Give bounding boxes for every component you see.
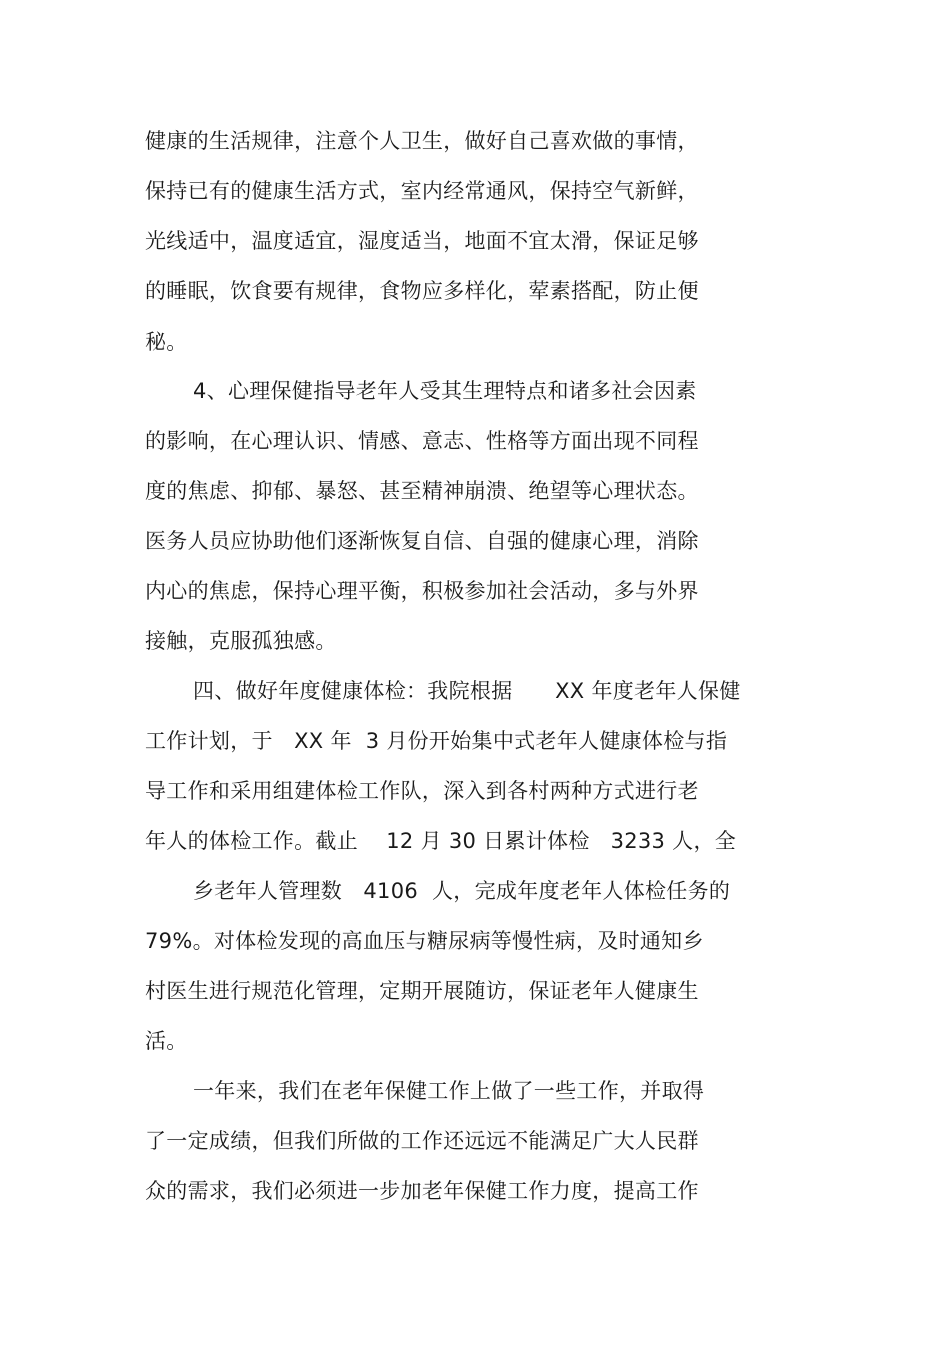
text-line: 工作计划，于 XX 年 3 月份开始集中式老年人健康体检与指 bbox=[145, 729, 728, 753]
paragraph-start-line: 一年来，我们在老年保健工作上做了一些工作，并取得 bbox=[193, 1079, 705, 1103]
text-line: 度的焦虑、抑郁、暴怒、甚至精神崩溃、绝望等心理状态。 bbox=[145, 479, 699, 503]
text-line: 导工作和采用组建体检工作队，深入到各村两种方式进行老 bbox=[145, 779, 699, 803]
text-line: 乡老年人管理数 4106 人，完成年度老年人体检任务的 bbox=[193, 879, 731, 903]
text-line: 光线适中，温度适宜，湿度适当，地面不宜太滑，保证足够 bbox=[145, 229, 699, 253]
text-line: 医务人员应协助他们逐渐恢复自信、自强的健康心理，消除 bbox=[145, 529, 699, 553]
text-line: 保持已有的健康生活方式，室内经常通风，保持空气新鲜， bbox=[145, 179, 699, 203]
text-line: 村医生进行规范化管理，定期开展随访，保证老年人健康生 bbox=[145, 979, 699, 1003]
text-line: 健康的生活规律，注意个人卫生，做好自己喜欢做的事情， bbox=[145, 129, 699, 153]
text-line: 内心的焦虑，保持心理平衡，积极参加社会活动，多与外界 bbox=[145, 579, 699, 603]
text-line: 众的需求，我们必须进一步加老年保健工作力度，提高工作 bbox=[145, 1179, 699, 1203]
text-line: 秘。 bbox=[145, 330, 188, 354]
text-line: 了一定成绩，但我们所做的工作还远远不能满足广大人民群 bbox=[145, 1129, 699, 1153]
text-line: 年人的体检工作。截止 12 月 30 日累计体检 3233 人，全 bbox=[145, 829, 737, 853]
text-line: 的睡眠，饮食要有规律，食物应多样化，荤素搭配，防止便 bbox=[145, 279, 699, 303]
paragraph-start-line: 4、心理保健指导老年人受其生理特点和诸多社会因素 bbox=[193, 379, 697, 403]
text-line: 活。 bbox=[145, 1029, 188, 1053]
text-line: 接触，克服孤独感。 bbox=[145, 629, 337, 653]
text-line: 79%。对体检发现的高血压与糖尿病等慢性病，及时通知乡 bbox=[145, 929, 704, 953]
paragraph-start-line: 四、做好年度健康体检：我院根据 XX 年度老年人保健 bbox=[193, 679, 741, 703]
text-line: 的影响，在心理认识、情感、意志、性格等方面出现不同程 bbox=[145, 429, 699, 453]
